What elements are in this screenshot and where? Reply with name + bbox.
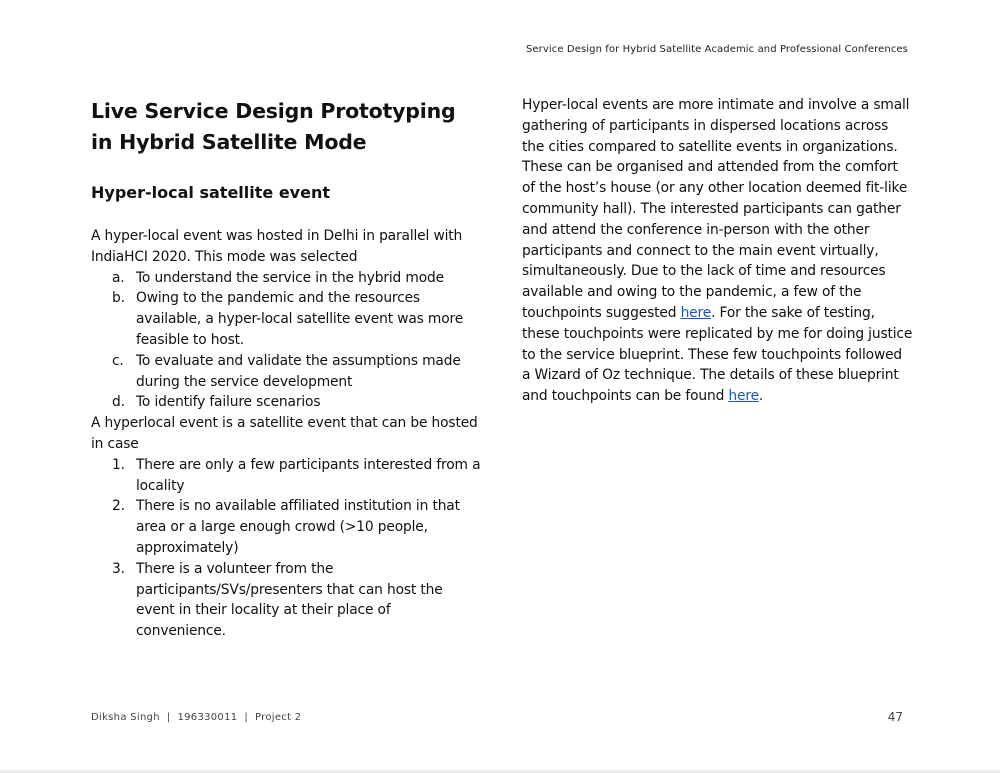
paragraph-text-part1: Hyper-local events are more intimate and involve a small gathering of participants in dispersed locations across the cities compared to satellite events in organizations. These can be organised and attended from the comfort of the host’s house (or any other location deemed fit-like community hall). The interested participants can gather and attend the conference in-person with the other participants and connect to the main event virtually, simultaneously. Due to the lack of time and resources available and owing to the pandemic, a few of the touchpoints suggested (522, 97, 910, 321)
list-marker: b. (112, 290, 125, 307)
definition-paragraph: A hyperlocal event is a satellite event that can be hosted in case (91, 415, 478, 452)
list-item-text: Owing to the pandemic and the resources available, a hyper-local satellite event was more feasible to host. (136, 290, 464, 348)
right-column (522, 95, 914, 407)
list-item (91, 559, 481, 642)
list-marker: c. (112, 352, 124, 369)
list-item-text: To evaluate and validate the assumptions made during the service development (136, 352, 461, 390)
list-marker: d. (112, 394, 125, 411)
section-title: Live Service Design Prototyping in Hybrid Satellite Mode (91, 99, 456, 154)
list-item-text: To understand the service in the hybrid mode (136, 269, 444, 286)
list-item-text: There is a volunteer from the participants/SVs/presenters that can host the event in their locality at their place of convenience. (136, 560, 443, 640)
list-item-text: There is no available affiliated institution in that area or a large enough crowd (>10 people, approximately) (136, 498, 460, 556)
section-subtitle: Hyper-local satellite event (91, 183, 330, 202)
page-number: 47 (887, 710, 903, 724)
intro-paragraph: A hyper-local event was hosted in Delhi in parallel with IndiaHCI 2020. This mode was selected (91, 228, 463, 265)
list-marker: 3. (112, 560, 125, 577)
running-header: Service Design for Hybrid Satellite Academic and Professional Conferences (525, 44, 908, 55)
list-item-text: There are only a few participants interested from a locality (136, 456, 481, 494)
list-item (91, 455, 481, 497)
list-item-text: To identify failure scenarios (136, 394, 321, 411)
list-item (91, 496, 481, 558)
hyperlocal-description-paragraph (522, 95, 914, 407)
blueprint-here-link[interactable]: here (728, 388, 759, 405)
reasons-list (91, 268, 481, 414)
footer-author-info: Diksha Singh | 196330011 | Project 2 (91, 712, 302, 723)
cases-list (91, 455, 481, 642)
list-item (91, 351, 481, 393)
list-item (91, 392, 481, 413)
paragraph-text-part3: . (758, 388, 764, 405)
left-column (91, 96, 481, 642)
list-marker: 2. (112, 498, 125, 515)
list-item (91, 288, 481, 350)
list-marker: 1. (112, 456, 125, 473)
paragraph-text-part2: . For the sake of testing, these touchpoints were replicated by me for doing justice to the service blueprint. These few touchpoints followed a Wizard of Oz technique. The details of these blueprint and touchpoints can be found (522, 304, 913, 405)
list-marker: a. (112, 269, 125, 286)
touchpoints-here-link[interactable]: here (680, 304, 712, 321)
list-item (91, 268, 481, 289)
